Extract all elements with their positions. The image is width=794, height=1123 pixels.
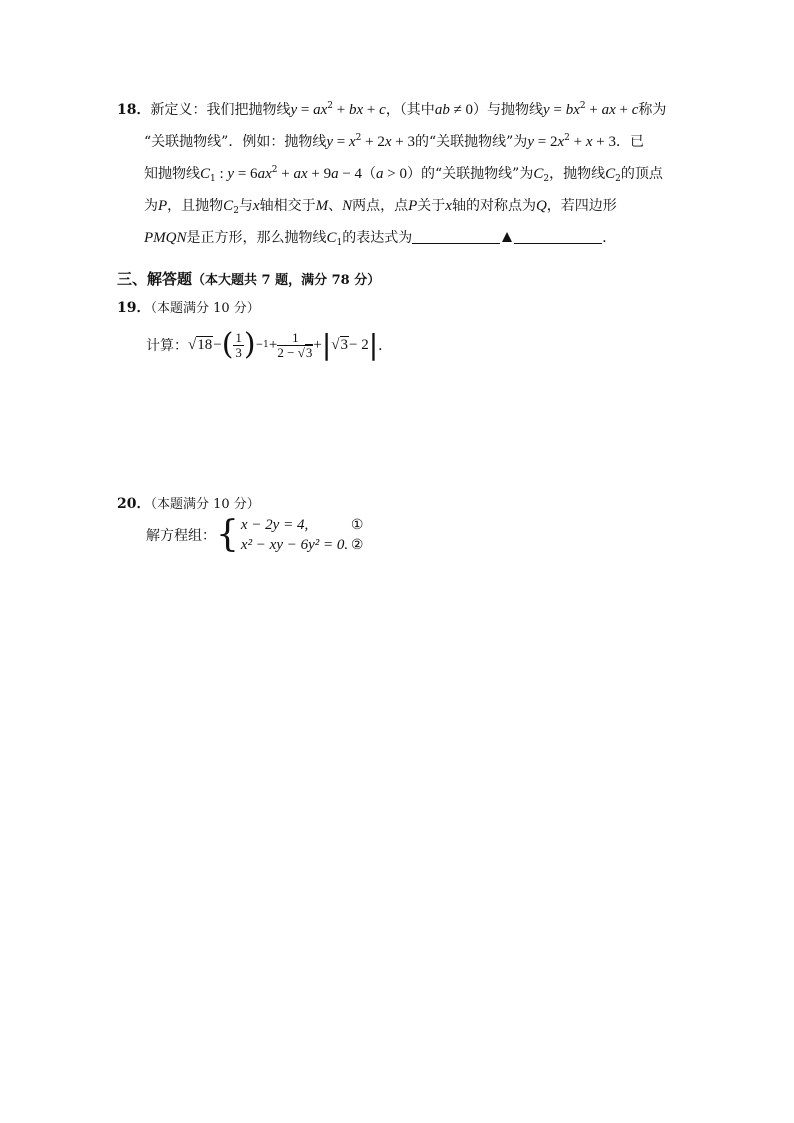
- q19-expression: 计算： √ 18 − ( $\frac{1}{3}$ ) −1 + $\frac{1}{2 - √3}$ + | √ 3 − 2 | ．: [146, 327, 393, 362]
- q18-number: 18．: [117, 102, 151, 118]
- q18-line4: 为P，且抛物$C_2$与x轴相交于M、N两点，点P关于x轴的对称点为Q，若四边形: [144, 198, 617, 216]
- q19-header: [117, 297, 260, 317]
- q20-eq1: x − 2y = 4,: [240, 516, 309, 533]
- q19-score: （本题满分 10 分）: [150, 301, 260, 316]
- triangle-icon: [502, 232, 512, 242]
- q19-label: 计算：: [146, 338, 188, 354]
- q20-mark1: ①: [350, 517, 364, 533]
- q20-label: 解方程组：: [146, 528, 216, 544]
- q18-line1: 18．新定义：我们把抛物线$y = ax^2$ + bx + c，（其中ab ≠ 0）与抛物线$y = bx^2$ + ax + c称为: [117, 101, 667, 118]
- q18-line5: PMQN是正方形，那么抛物线$C_1$的表达式为 ．: [144, 230, 617, 248]
- left-brace: {: [216, 514, 239, 555]
- q20-mark2: ②: [350, 537, 364, 553]
- q20-eq2: x² − xy − 6y² = 0.: [240, 536, 349, 553]
- formula: y: [290, 102, 298, 118]
- answer-blank[interactable]: [412, 230, 602, 246]
- section-note: （本大题共 7 题，满分 78 分）: [192, 273, 381, 288]
- q18-line3: 知抛物线$C_1$ : $y = 6ax^2$ + ax + 9a − 4（a > 0）的“关联抛物线”为$C_2$，抛物线$C_2$的顶点: [144, 165, 663, 184]
- q18-line2: “关联抛物线”．例如：抛物线$y = x^2 + 2x + 3$的“关联抛物线”为$y = 2x^2 + x + 3$．已: [144, 133, 644, 150]
- q20-score: （本题满分 10 分）: [150, 497, 260, 512]
- q20-header: [117, 493, 260, 513]
- q19-number: 19．: [117, 300, 151, 316]
- section-title: 三、解答题: [117, 270, 193, 288]
- section-header: [117, 268, 380, 289]
- q20-number: 20．: [117, 496, 151, 512]
- q20-system: [146, 515, 363, 555]
